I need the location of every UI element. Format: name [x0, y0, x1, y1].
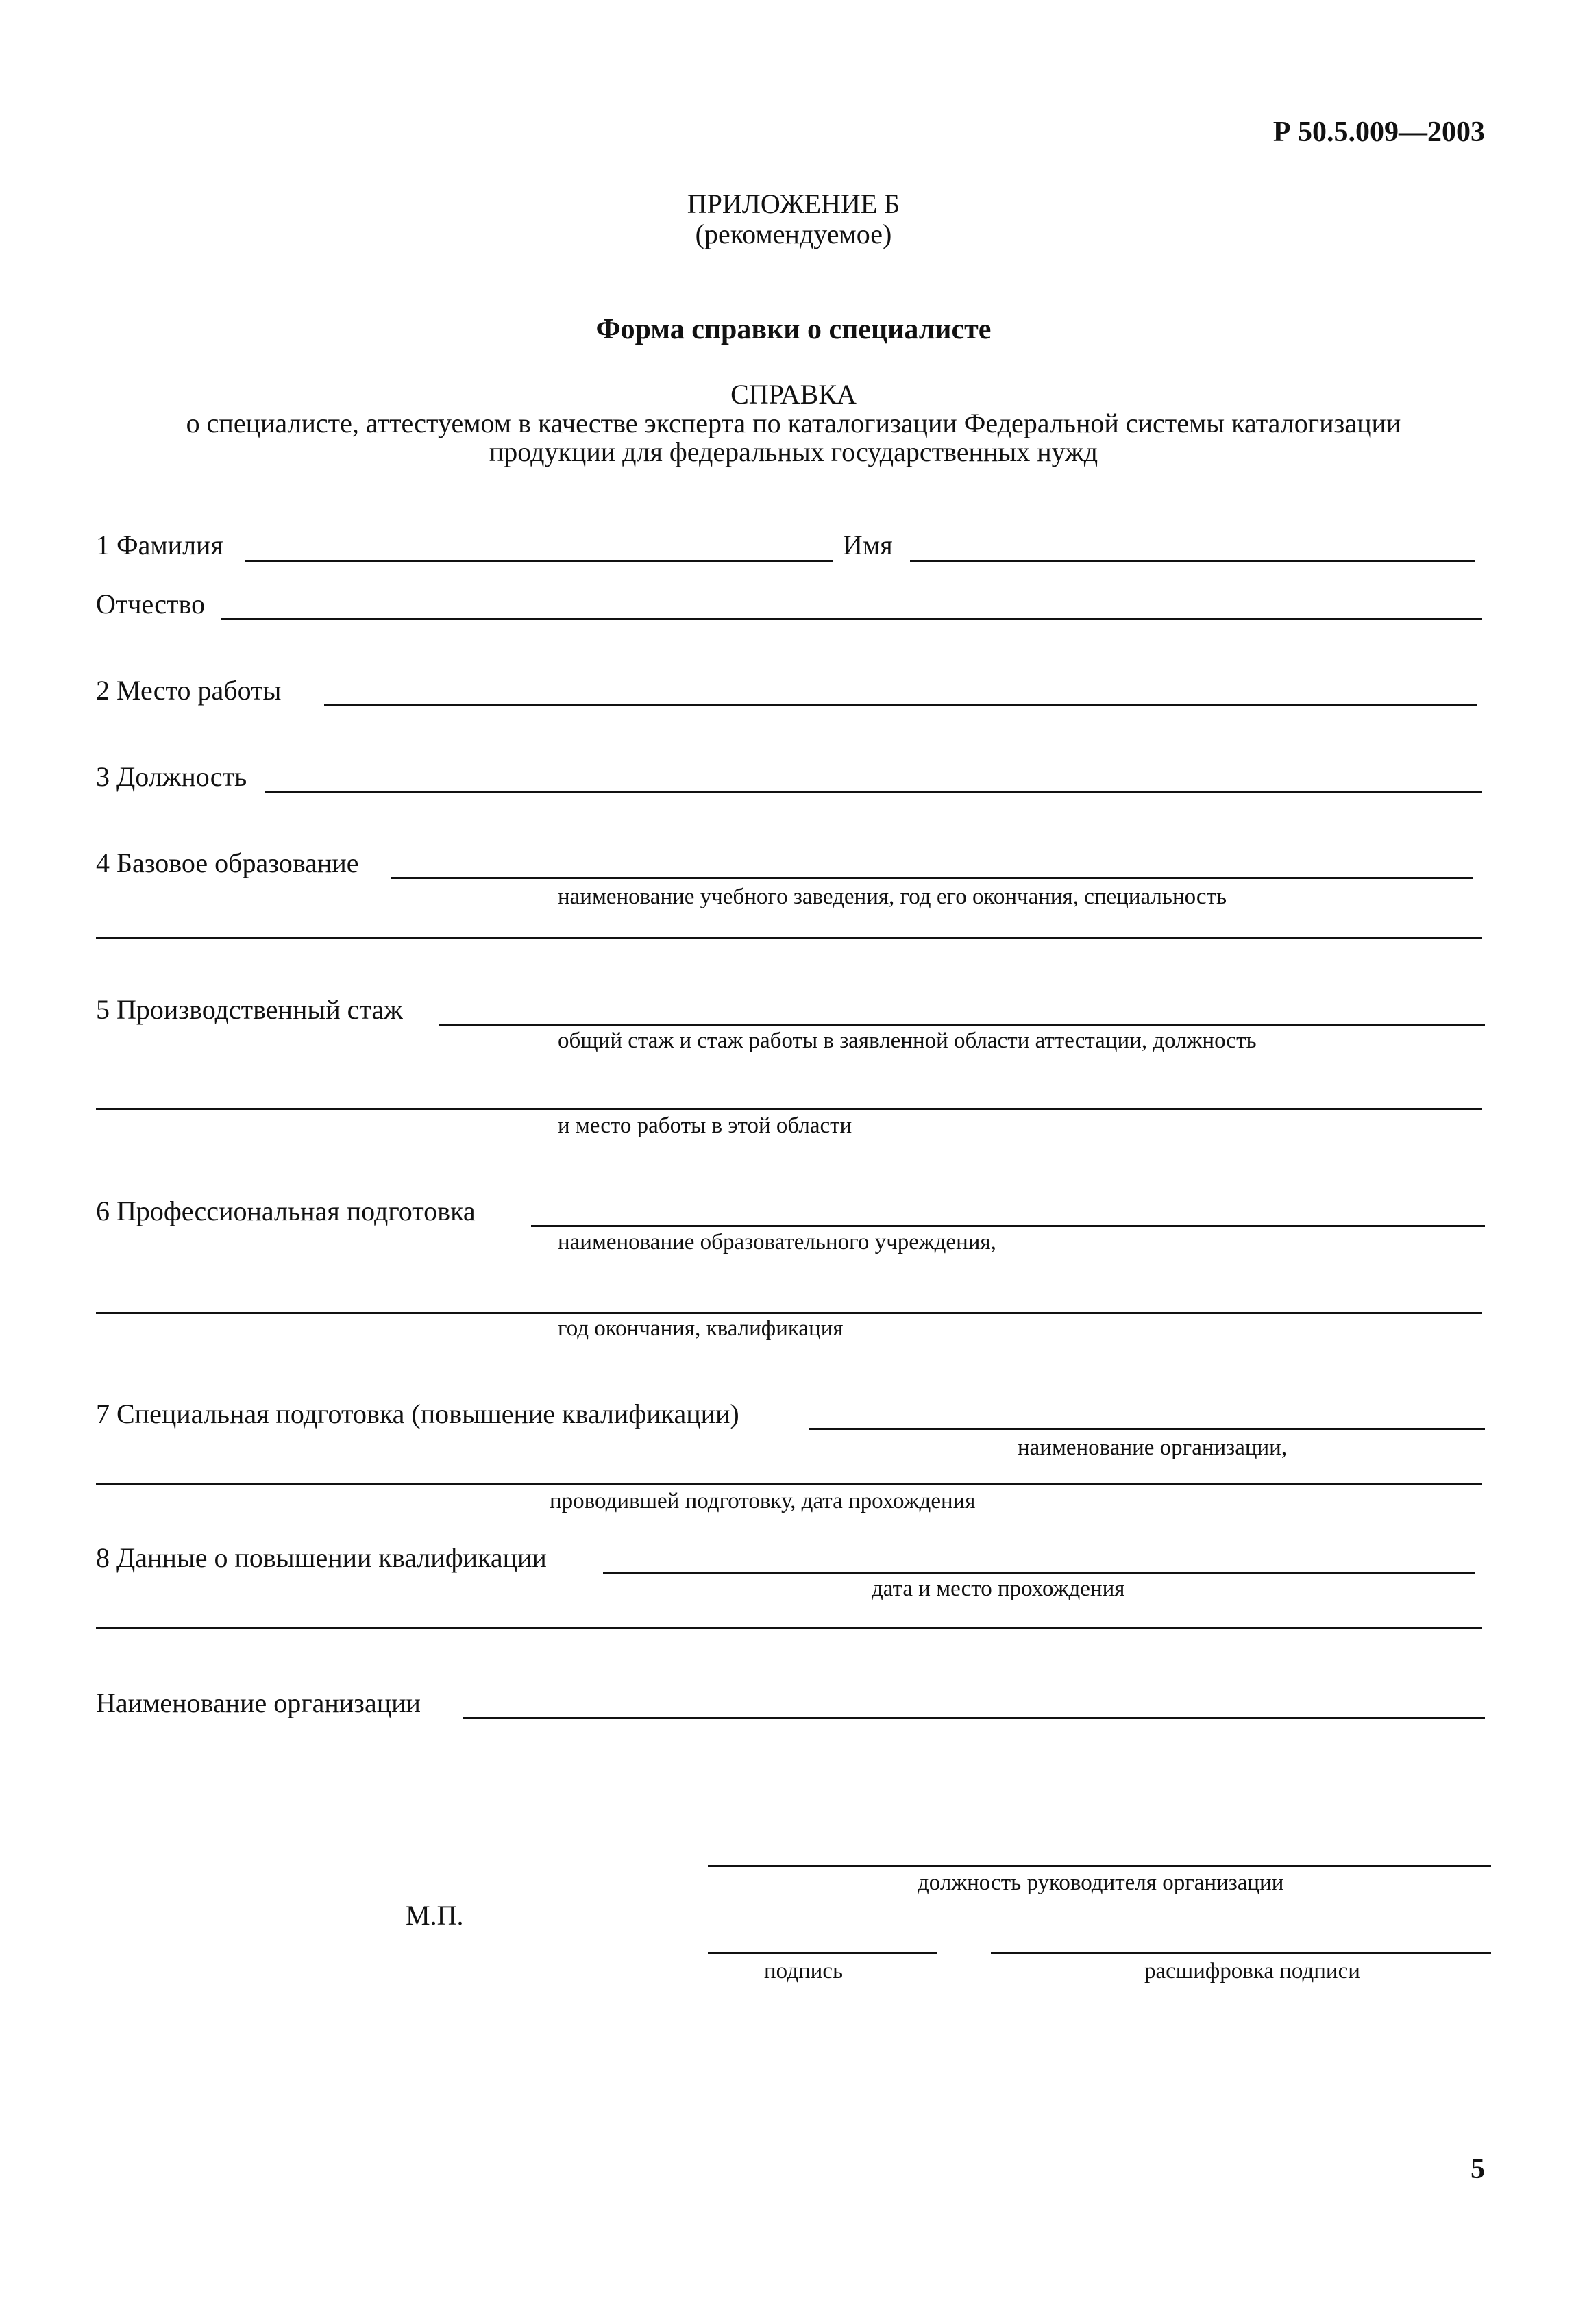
education-field[interactable]	[391, 877, 1473, 879]
appendix-status: (рекомендуемое)	[695, 219, 892, 249]
experience-hint-1: общий стаж и стаж работы в заявленной области аттестации, должность	[558, 1028, 1257, 1053]
document-number: Р 50.5.009—2003	[1272, 116, 1485, 148]
position-label: 3 Должность	[96, 761, 247, 792]
head-position-hint: должность руководителя организации	[918, 1870, 1284, 1895]
position-field[interactable]	[265, 791, 1482, 793]
surname-label: 1 Фамилия	[96, 530, 223, 560]
signature-decoding-field[interactable]	[991, 1952, 1491, 1954]
professional-training-hint-1: наименование образовательного учреждения,	[558, 1230, 996, 1254]
form-heading: СПРАВКА	[730, 379, 857, 410]
experience-field-continuation[interactable]	[96, 1108, 1482, 1110]
first-name-label: Имя	[843, 530, 893, 560]
workplace-label: 2 Место работы	[96, 675, 282, 706]
education-label: 4 Базовое образование	[96, 848, 359, 878]
stamp-label: М.П.	[406, 1900, 464, 1931]
professional-training-field-continuation[interactable]	[96, 1312, 1482, 1314]
form-subtitle-line2: продукции для федеральных государственных нужд	[489, 436, 1098, 467]
special-training-field-continuation[interactable]	[96, 1483, 1482, 1485]
workplace-field[interactable]	[324, 704, 1477, 706]
professional-training-label: 6 Профессиональная подготовка	[96, 1196, 476, 1226]
page-number: 5	[1471, 2153, 1485, 2185]
signature-decoding-hint: расшифровка подписи	[1144, 1959, 1360, 1983]
patronymic-field[interactable]	[221, 618, 1482, 620]
special-training-hint-1: наименование организации,	[1018, 1435, 1288, 1460]
signature-field[interactable]	[708, 1952, 937, 1954]
special-training-hint-2: проводившей подготовку, дата прохождения	[550, 1489, 976, 1513]
education-hint: наименование учебного заведения, год его окончания, специальность	[558, 885, 1227, 909]
form-subtitle-line1: о специалисте, аттестуемом в качестве эксперта по каталогизации Федеральной системы каталогизации	[186, 408, 1401, 438]
special-training-field[interactable]	[809, 1428, 1485, 1430]
special-training-label: 7 Специальная подготовка (повышение квалификации)	[96, 1398, 739, 1429]
professional-training-hint-2: год окончания, квалификация	[558, 1316, 844, 1341]
experience-field[interactable]	[439, 1024, 1485, 1026]
surname-field[interactable]	[245, 560, 833, 562]
head-position-field[interactable]	[708, 1865, 1491, 1867]
form-title: Форма справки о специалисте	[595, 314, 992, 345]
signature-hint: подпись	[764, 1959, 844, 1983]
education-field-continuation[interactable]	[96, 937, 1482, 939]
experience-hint-2: и место работы в этой области	[558, 1113, 852, 1138]
qualification-upgrade-field[interactable]	[603, 1572, 1475, 1574]
first-name-field[interactable]	[910, 560, 1475, 562]
qualification-upgrade-label: 8 Данные о повышении квалификации	[96, 1542, 547, 1573]
organization-field[interactable]	[463, 1717, 1485, 1719]
organization-label: Наименование организации	[96, 1688, 421, 1718]
patronymic-label: Отчество	[96, 589, 206, 619]
experience-label: 5 Производственный стаж	[96, 994, 403, 1025]
appendix-title: ПРИЛОЖЕНИЕ Б	[687, 188, 900, 219]
qualification-upgrade-field-continuation[interactable]	[96, 1627, 1482, 1629]
qualification-upgrade-hint: дата и место прохождения	[872, 1577, 1125, 1601]
professional-training-field[interactable]	[531, 1225, 1485, 1227]
